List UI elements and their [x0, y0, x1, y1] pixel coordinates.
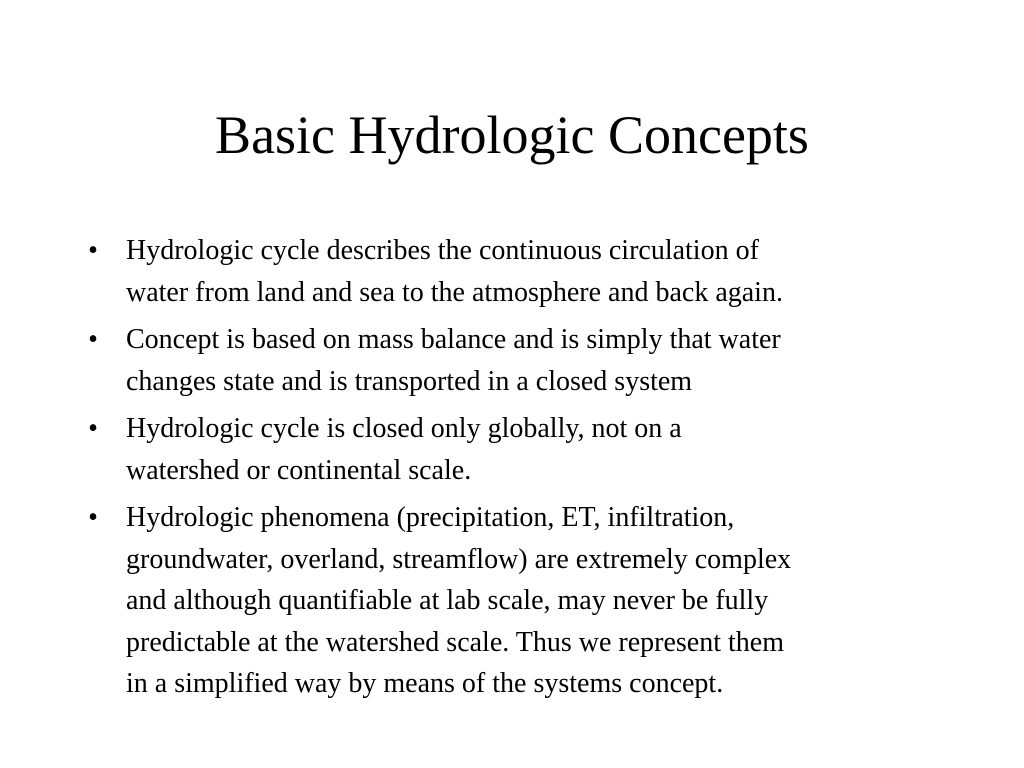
bullet-item-1	[83, 230, 953, 313]
bullet-text: Concept is based on mass balance and is simply that water changes state and is transported in a closed system	[126, 324, 781, 397]
bullet-icon: •	[88, 235, 98, 266]
bullet-text: Hydrologic cycle is closed only globally, not on a watershed or continental scale.	[126, 413, 682, 486]
bullet-item-4	[83, 497, 953, 705]
bullet-text: Hydrologic cycle describes the continuous circulation of water from land and sea to the atmosphere and back again.	[126, 235, 783, 308]
bullet-icon: •	[88, 324, 98, 355]
bullet-item-3	[83, 408, 953, 491]
bullet-item-2	[83, 319, 953, 402]
slide-title: Basic Hydrologic Concepts	[215, 105, 809, 165]
bullet-list	[83, 230, 953, 711]
bullet-icon: •	[88, 502, 98, 533]
bullet-text: Hydrologic phenomena (precipitation, ET, infiltration, groundwater, overland, streamflow) are extremely complex and although quantifiable at lab scale, may never be fully predictable at the watershed scale. Thus we represent them in a simplified way by means of the systems concept.	[126, 502, 792, 699]
bullet-icon: •	[88, 413, 98, 444]
